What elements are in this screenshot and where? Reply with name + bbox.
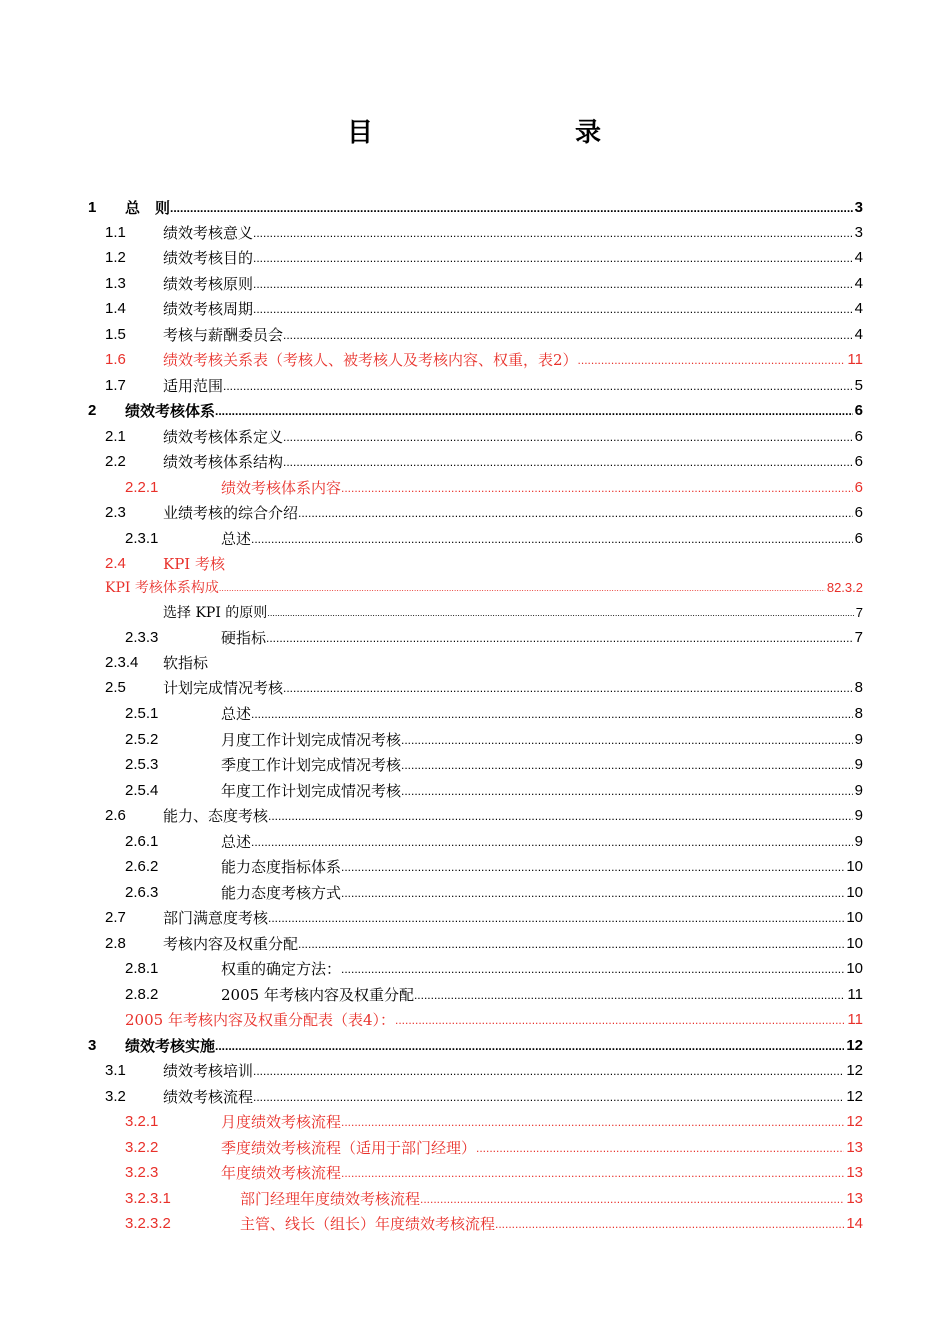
toc-dot-leader (215, 1034, 844, 1058)
toc-entry-title: 绩效考核体系结构 (163, 453, 284, 471)
toc-entry-number: 1 (88, 199, 97, 216)
toc-dot-leader (283, 676, 853, 700)
toc-entry-number: 2.8 (105, 935, 126, 952)
toc-dot-leader (253, 1085, 844, 1109)
toc-entry[interactable] (0, 399, 863, 423)
toc-entry-title: 考核与薪酬委员会 (163, 326, 284, 344)
toc-entry-title: 绩效考核体系定义 (163, 428, 284, 446)
toc-entry[interactable] (0, 1187, 863, 1211)
toc-entry-page: 13 (845, 1136, 863, 1160)
toc-entry[interactable] (0, 1110, 863, 1134)
toc-dot-leader (401, 728, 853, 752)
toc-entry-page: 3 (854, 221, 863, 245)
toc-entry-title: KPI 考核体系构成 (105, 580, 219, 596)
toc-entry[interactable] (0, 728, 863, 752)
toc-entry-page: 9 (854, 804, 863, 828)
toc-entry[interactable] (0, 476, 863, 500)
toc-dot-leader (298, 501, 853, 525)
toc-dot-leader (283, 323, 853, 347)
toc-dot-leader (341, 476, 853, 500)
toc-dot-leader (253, 297, 853, 321)
toc-entry-title: 绩效考核流程 (163, 1088, 254, 1106)
toc-entry-title: 软指标 (163, 654, 209, 672)
toc-entry-page: 6 (854, 450, 863, 474)
toc-entry-title: 月度绩效考核流程 (221, 1113, 342, 1131)
toc-entry-title: 总述 (221, 705, 252, 723)
toc-dot-leader (251, 830, 853, 854)
toc-entry-number: 1.3 (105, 275, 126, 292)
toc-entry-title: 部门经理年度绩效考核流程 (240, 1190, 421, 1208)
toc-entry-number: 2.4 (105, 555, 126, 572)
toc-entry[interactable] (0, 450, 863, 474)
toc-entry-title: 2005 年考核内容及权重分配表（表4）： (125, 1011, 395, 1029)
toc-entry-page: 10 (845, 932, 863, 956)
toc-entry-page: 12 (845, 1085, 863, 1109)
toc-entry[interactable] (0, 804, 863, 828)
toc-entry-page: 8 (854, 702, 863, 726)
toc-entry[interactable] (0, 246, 863, 270)
toc-entry-page: 7 (855, 601, 863, 625)
toc-entry-page: 6 (854, 527, 863, 551)
toc-entry-page: 10 (845, 906, 863, 930)
toc-dot-leader (268, 804, 853, 828)
toc-entry-title: 绩效考核意义 (163, 224, 254, 242)
toc-entry[interactable] (0, 676, 863, 700)
toc-entry-number: 1.6 (105, 351, 126, 368)
toc-entry-page: 6 (854, 501, 863, 525)
toc-dot-leader (298, 932, 844, 956)
toc-entry-page: 10 (845, 957, 863, 981)
toc-entry-number: 3.2.1 (125, 1113, 159, 1130)
toc-entry[interactable] (0, 983, 863, 1007)
toc-entry-number: 3.2.2 (125, 1139, 159, 1156)
toc-entry-number: 2.6.3 (125, 884, 159, 901)
toc-entry-page: 10 (845, 881, 863, 905)
title-char-2: 录 (575, 118, 602, 148)
toc-entry-title: 总述 (221, 833, 252, 851)
toc-dot-leader (283, 450, 853, 474)
toc-entry-title: 绩效考核周期 (163, 300, 254, 318)
toc-entry-number: 2.5.4 (125, 782, 159, 799)
toc-entry-page: 13 (845, 1187, 863, 1211)
toc-entry-number: 2.5 (105, 679, 126, 696)
toc-entry-page: 9 (854, 830, 863, 854)
toc-entry-page: 9 (854, 728, 863, 752)
toc-entry-page: 3 (854, 196, 863, 220)
toc-entry[interactable] (0, 1161, 863, 1185)
toc-entry-title: 权重的确定方法： (221, 960, 342, 978)
toc-entry-number: 2.6.2 (125, 858, 159, 875)
toc-entry-title: KPI 考核 (163, 555, 225, 573)
toc-entry[interactable] (0, 552, 863, 576)
toc-entry-title: 绩效考核关系表（考核人、被考核人及考核内容、权重，表2） (163, 351, 578, 369)
toc-entry-number: 2.3.1 (125, 530, 159, 547)
toc-entry-title: 绩效考核体系内容 (221, 479, 342, 497)
toc-entry-title: 能力、态度考核 (163, 807, 269, 825)
toc-entry-page: 6 (854, 476, 863, 500)
toc-entry-number: 2.3.3 (125, 629, 159, 646)
toc-entry-title: 部门满意度考核 (163, 909, 269, 927)
toc-dot-leader (266, 626, 853, 650)
toc-dot-leader (341, 1161, 844, 1185)
toc-dot-leader (251, 702, 853, 726)
toc-entry[interactable] (0, 601, 863, 625)
toc-entry-title: 考核内容及权重分配 (163, 935, 299, 953)
toc-entry-number: 3.2 (105, 1088, 126, 1105)
toc-entry-page: 8 (854, 676, 863, 700)
toc-entry-page: 6 (854, 425, 863, 449)
toc-entry-page: 7 (854, 626, 863, 650)
toc-entry-title: 选择 KPI 的原则 (163, 605, 268, 621)
toc-entry-page: 10 (845, 855, 863, 879)
toc-entry-number: 2.8.2 (125, 986, 159, 1003)
toc-dot-leader (395, 1008, 845, 1032)
toc-entry-page: 9 (854, 779, 863, 803)
toc-dot-leader (420, 1187, 844, 1211)
toc-entry-number: 2 (88, 402, 97, 419)
toc-entry-title: 适用范围 (163, 377, 224, 395)
toc-entry-title: 总述 (221, 530, 252, 548)
toc-entry-page: 13 (845, 1161, 863, 1185)
toc-dot-leader (578, 348, 846, 372)
toc-entry-page: 12 (845, 1059, 863, 1083)
toc-entry-number: 1.7 (105, 377, 126, 394)
toc-entry[interactable] (0, 1136, 863, 1160)
title-char-1: 目 (347, 118, 374, 148)
toc-entry[interactable] (0, 1008, 863, 1032)
toc-entry[interactable] (0, 323, 863, 347)
toc-entry-number: 2.7 (105, 909, 126, 926)
toc-entry[interactable] (0, 374, 863, 398)
toc-entry-page: 12 (845, 1034, 863, 1058)
toc-entry-number: 2.5.2 (125, 731, 159, 748)
toc-entry[interactable] (0, 297, 863, 321)
toc-entry-number: 2.5.3 (125, 756, 159, 773)
toc-entry-number: 3.1 (105, 1062, 126, 1079)
toc-dot-leader (170, 196, 853, 220)
toc-entry-title: 季度绩效考核流程（适用于部门经理） (221, 1139, 477, 1157)
toc-entry-title: 能力态度考核方式 (221, 884, 342, 902)
toc-dot-leader (341, 1110, 844, 1134)
toc-entry[interactable] (0, 855, 863, 879)
toc-entry[interactable] (0, 425, 863, 449)
toc-entry[interactable] (0, 348, 863, 372)
toc-dot-leader (215, 399, 853, 423)
toc-entry[interactable] (0, 957, 863, 981)
toc-entry[interactable] (0, 651, 863, 675)
toc-entry-number: 2.5.1 (125, 705, 159, 722)
toc-entry-title: 硬指标 (221, 629, 267, 647)
toc-dot-leader (476, 1136, 844, 1160)
toc-entry-title: 主管、线长（组长）年度绩效考核流程 (240, 1215, 496, 1233)
toc-entry-page: 11 (846, 348, 863, 372)
toc-entry-number: 1.4 (105, 300, 126, 317)
toc-entry-title: 计划完成情况考核 (163, 679, 284, 697)
toc-dot-leader (341, 881, 844, 905)
toc-entry-number: 2.3 (105, 504, 126, 521)
toc-entry-page: 4 (854, 246, 863, 270)
toc-entry-page: 9 (854, 753, 863, 777)
toc-dot-leader (401, 753, 853, 777)
toc-entry-number: 3.2.3.2 (125, 1215, 171, 1232)
toc-entry-title: 年度工作计划完成情况考核 (221, 782, 402, 800)
toc-entry-page: 11 (846, 983, 863, 1007)
toc-entry-title: 年度绩效考核流程 (221, 1164, 342, 1182)
toc-entry[interactable] (0, 1085, 863, 1109)
toc-entry[interactable] (0, 626, 863, 650)
toc-entry-page: 14 (845, 1212, 863, 1236)
toc-dot-leader (401, 779, 853, 803)
toc-entry[interactable] (0, 196, 863, 220)
toc-entry-page: 12 (845, 1110, 863, 1134)
toc-entry[interactable] (0, 830, 863, 854)
toc-entry-number: 3.2.3 (125, 1164, 159, 1181)
toc-dot-leader (251, 527, 853, 551)
toc-entry-page: 4 (854, 297, 863, 321)
toc-entry-page: 4 (854, 272, 863, 296)
toc-entry-number: 2.2 (105, 453, 126, 470)
toc-entry[interactable] (0, 1059, 863, 1083)
toc-dot-leader (414, 983, 845, 1007)
toc-entry[interactable] (0, 881, 863, 905)
toc-entry-title: 总 则 (125, 199, 171, 217)
toc-entry-title: 2005 年考核内容及权重分配 (221, 986, 414, 1004)
toc-entry-number: 2.2.1 (125, 479, 159, 496)
toc-dot-leader (253, 246, 853, 270)
toc-entry-number: 1.1 (105, 224, 126, 241)
toc-dot-leader (253, 272, 853, 296)
toc-entry-page: 4 (854, 323, 863, 347)
toc-entry[interactable] (0, 576, 863, 600)
toc-dot-leader (283, 425, 853, 449)
toc-entry[interactable] (0, 221, 863, 245)
toc-entry-title: 能力态度指标体系 (221, 858, 342, 876)
toc-dot-leader (267, 601, 853, 625)
toc-dot-leader (268, 906, 844, 930)
toc-entry-title: 绩效考核原则 (163, 275, 254, 293)
toc-entry-number: 2.6 (105, 807, 126, 824)
toc-entry-number: 2.3.4 (105, 654, 139, 671)
toc-dot-leader (223, 374, 853, 398)
toc-entry[interactable] (0, 1034, 863, 1058)
toc-entry-number: 2.6.1 (125, 833, 159, 850)
toc-dot-leader (341, 855, 844, 879)
toc-dot-leader (219, 576, 825, 600)
toc-entry[interactable] (0, 906, 863, 930)
toc-dot-leader (495, 1212, 844, 1236)
toc-entry-number: 3 (88, 1037, 97, 1054)
toc-entry-page: 6 (854, 399, 863, 423)
toc-entry-number: 2.8.1 (125, 960, 159, 977)
toc-entry-title: 业绩考核的综合介绍 (163, 504, 299, 522)
toc-entry[interactable] (0, 527, 863, 551)
toc-entry-title: 季度工作计划完成情况考核 (221, 756, 402, 774)
toc-entry-title: 绩效考核目的 (163, 249, 254, 267)
toc-entry-number: 1.5 (105, 326, 126, 343)
toc-title (0, 112, 950, 152)
toc-dot-leader (253, 221, 853, 245)
toc-dot-leader (253, 1059, 844, 1083)
toc-entry[interactable] (0, 702, 863, 726)
toc-entry-number: 3.2.3.1 (125, 1190, 171, 1207)
toc-entry-page: 5 (854, 374, 863, 398)
toc-entry-title: 月度工作计划完成情况考核 (221, 731, 402, 749)
toc-entry[interactable] (0, 779, 863, 803)
toc-entry-title: 绩效考核体系 (125, 402, 216, 420)
toc-entry-page: 82.3.2 (826, 576, 863, 600)
toc-entry-number: 1.2 (105, 249, 126, 266)
toc-entry[interactable] (0, 753, 863, 777)
toc-entry-title: 绩效考核培训 (163, 1062, 254, 1080)
toc-entry[interactable] (0, 932, 863, 956)
toc-entry[interactable] (0, 272, 863, 296)
toc-entry-title: 绩效考核实施 (125, 1037, 216, 1055)
toc-entry-page: 11 (846, 1008, 863, 1032)
toc-dot-leader (341, 957, 844, 981)
toc-entry[interactable] (0, 501, 863, 525)
toc-entry[interactable] (0, 1212, 863, 1236)
toc-entry-number: 2.1 (105, 428, 126, 445)
